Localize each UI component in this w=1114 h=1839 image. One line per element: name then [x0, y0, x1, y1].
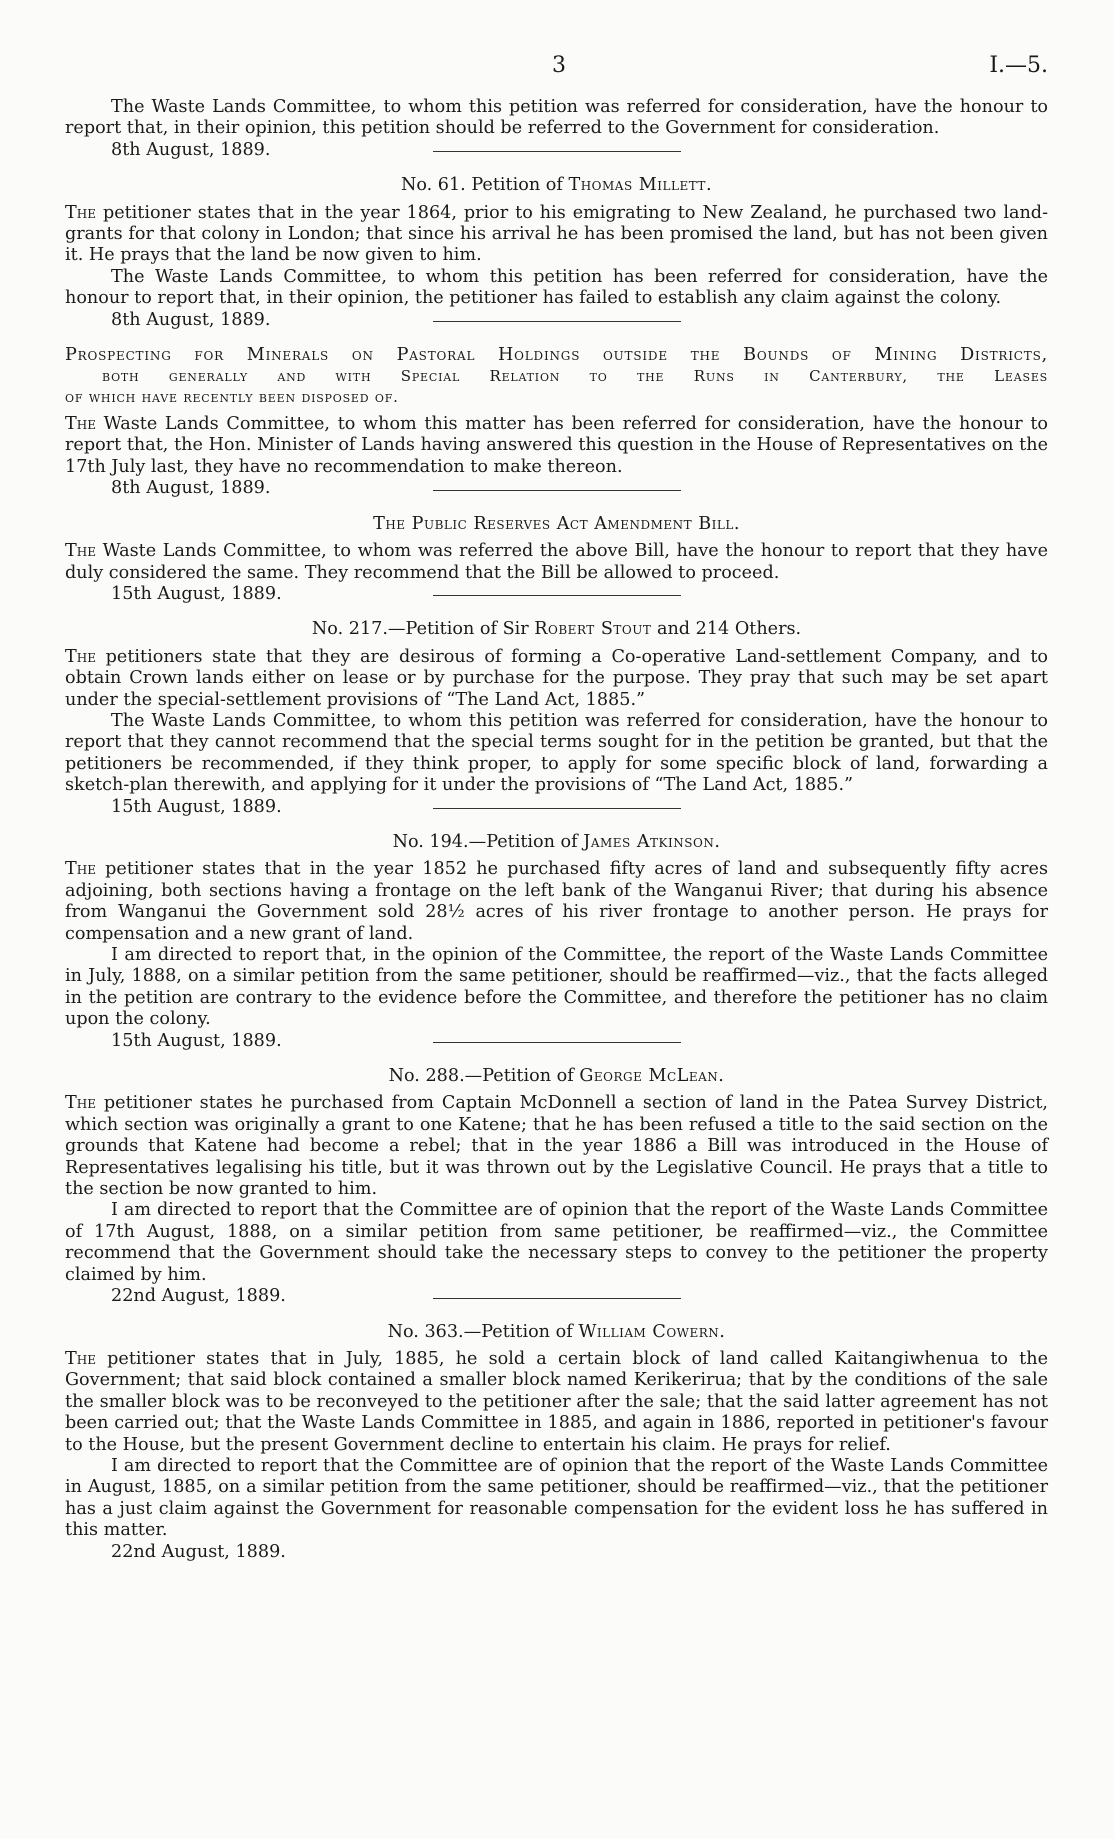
heading-line: Prospecting for Minerals on Pastoral Holdings outside the Bounds of Mining Districts, [65, 345, 1048, 366]
petition-section [65, 1066, 1048, 1307]
section-heading [65, 619, 1048, 640]
heading-prefix: No. 61. Petition of [400, 175, 569, 196]
lead-word: The [65, 859, 96, 880]
heading-suffix: and 214 Others. [651, 619, 802, 640]
section-heading [65, 1066, 1048, 1087]
section-heading [65, 1322, 1048, 1343]
page-number: 3 [552, 53, 566, 78]
heading-prefix: No. 363.—Petition of [387, 1321, 579, 1342]
section-divider [433, 1042, 681, 1043]
section-divider [433, 1298, 681, 1299]
matter-section [65, 345, 1048, 500]
committee-report: I am directed to report that the Committee are of opinion that the report of the Waste Lands Committee of 17th August, 1888, on a similar petition from same petitioner, be reaffirmed—viz., the Committee recommend that the Government should take the necessary steps to convey to the petitioner the property claimed by him. [65, 1200, 1048, 1285]
petition-paragraph: The petitioner states that in the year 1864, prior to his emigrating to New Zealand, he purchased two land-grants for that colony in London; that since his arrival he has been promised the land, but has not been given it. He prays that the land be now given to him. [65, 202, 1049, 266]
petitioner-name: Thomas Millett. [568, 175, 713, 196]
report-date: 22nd August, 1889. [111, 1541, 286, 1562]
committee-report: The Waste Lands Committee, to whom this matter has been referred for consideration, have the honour to report that, the Hon. Minister of Lands having answered this question in the House of Representatives on the 17th July last, they have no recommendation to make thereon. [65, 414, 1049, 477]
petitioner-name: William Cowern. [578, 1321, 726, 1342]
report-date: 8th August, 1889. [111, 309, 271, 330]
section-heading [65, 832, 1048, 853]
heading-line: of which have recently been disposed of. [65, 388, 399, 407]
committee-report: I am directed to report that, in the opinion of the Committee, the report of the Waste Lands Committee in July, 1888, on a similar petition from the same petitioner, should be reaffirmed—viz., that the facts alleged in the petition are contrary to the evidence before the Committee, and therefore the petitioner has no claim upon the colony. [65, 945, 1048, 1030]
section-heading [65, 345, 1048, 408]
heading-line: both generally and with Special Relation to the Runs in Canterbury, the Leases [102, 367, 1048, 386]
report-date: 22nd August, 1889. [111, 1286, 286, 1307]
heading-prefix: No. 194.—Petition of [392, 831, 584, 852]
lead-word: The [65, 1093, 96, 1114]
report-section [65, 97, 1048, 161]
bill-section [65, 514, 1048, 606]
petitioner-name: Robert Stout [534, 619, 652, 640]
section-divider [433, 595, 681, 596]
committee-report: The Waste Lands Committee, to whom this petition was referred for consideration, have the honour to report that they cannot recommend that the special terms sought for in the petition be granted, but that the petitioners be recommended, if they think proper, to apply for some specific block of land, forwarding a sketch-plan therewith, and applying for it under the provisions of “The Land Act, 1885.” [65, 710, 1048, 796]
petition-paragraph: The petitioner states he purchased from Captain McDonnell a section of land in the Patea Survey District, which section was originally a grant to one Katene; that he has been refused a title to the said section on the grounds that Katene had become a rebel; that in the year 1886 a Bill was introduced in the House of Representatives legalising his title, but it was thrown out by the Legislative Council. He prays that a title to the section be now granted to him. [65, 1093, 1048, 1200]
report-date: 15th August, 1889. [111, 1030, 282, 1051]
petition-section [65, 832, 1048, 1052]
lead-word: The [65, 646, 96, 667]
bill-title: The Public Reserves Act Amendment Bill. [373, 513, 740, 534]
petitioner-name: George McLean. [579, 1066, 725, 1087]
section-divider [433, 151, 681, 152]
section-divider [433, 490, 681, 491]
heading-prefix: No. 217.—Petition of Sir [311, 619, 535, 640]
report-date: 15th August, 1889. [111, 796, 282, 817]
report-date: 15th August, 1889. [111, 583, 282, 604]
petition-section [65, 1322, 1048, 1563]
lead-word: The [65, 1348, 96, 1369]
report-paragraph: The Waste Lands Committee, to whom this petition was referred for consideration, have the honour to report that, in their opinion, this petition should be referred to the Government for consideration. [65, 97, 1048, 139]
heading-prefix: No. 288.—Petition of [388, 1066, 580, 1087]
report-date: 8th August, 1889. [111, 478, 271, 499]
committee-report: The Waste Lands Committee, to whom was referred the above Bill, have the honour to report that they have duly considered the same. They recommend that the Bill be allowed to proceed. [65, 541, 1048, 583]
section-divider [433, 808, 681, 809]
report-date: 8th August, 1889. [111, 139, 271, 160]
petition-section [65, 619, 1048, 818]
section-heading [65, 514, 1048, 535]
petition-paragraph: The petitioner states that in the year 1852 he purchased fifty acres of land and subsequently fifty acres adjoining, both sections having a frontage on the left bank of the Wanganui River; that during his absence from Wanganui the Government sold 28½ acres of his river frontage to another person. He prays for compensation and a new grant of land. [65, 859, 1049, 944]
section-heading [65, 175, 1048, 196]
petition-paragraph: The petitioner states that in July, 1885, he sold a certain block of land called Kaitangiwhenua to the Government; that said block contained a smaller block named Kerikerirua; that by the conditions of the sale the smaller block was to be reconveyed to the petitioner after the sale; that the said latter agreement has not been carried out; that the Waste Lands Committee in 1885, and again in 1886, reported in petitioner's favour to the House, but the present Government decline to entertain his claim. He prays for relief. [65, 1348, 1048, 1455]
lead-word: The [65, 541, 96, 562]
page-header [65, 55, 1048, 97]
document-reference: I.—5. [989, 53, 1048, 78]
petitioner-name: James Atkinson. [583, 831, 721, 852]
petition-section [65, 175, 1048, 331]
section-divider [433, 321, 681, 322]
lead-word: The [65, 414, 96, 435]
committee-report: I am directed to report that the Committee are of opinion that the report of the Waste Lands Committee in August, 1885, on a similar petition from the same petitioner, should be reaffirmed—viz., that the petitioner has a just claim against the Government for reasonable compensation for the evident loss he has suffered in this matter. [65, 1455, 1048, 1541]
lead-word: The [65, 202, 96, 223]
petition-paragraph: The petitioners state that they are desirous of forming a Co-operative Land-settlement Company, and to obtain Crown lands either on lease or by purchase for the purpose. They pray that such may be set apart under the special-settlement provisions of “The Land Act, 1885.” [65, 646, 1048, 710]
committee-report: The Waste Lands Committee, to whom this petition has been referred for consideration, have the honour to report that, in their opinion, the petitioner has failed to establish any claim against the colony. [65, 266, 1048, 309]
